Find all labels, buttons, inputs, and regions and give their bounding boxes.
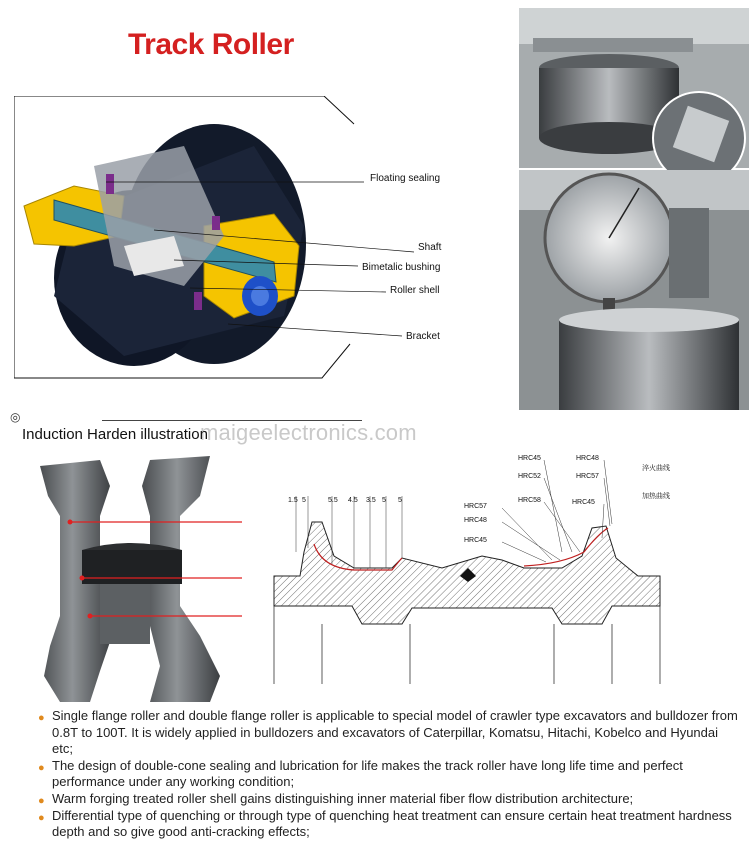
dim-label: 5: [302, 497, 306, 504]
measurement-photos: [519, 8, 749, 410]
dim-label: 3.5: [366, 497, 376, 504]
list-item: ● Warm forging treated roller shell gains distinguishing inner material fiber flow distribution architecture;: [38, 791, 738, 808]
watermark: maigeelectronics.com: [200, 420, 417, 445]
hrc-label: HRC45: [464, 537, 487, 544]
caliper-photo: [519, 8, 749, 184]
induction-harden-cutaway-render: [30, 456, 242, 706]
label-bimetalic-bushing: Bimetalic bushing: [362, 262, 441, 273]
label-bracket: Bracket: [406, 331, 440, 342]
label-shaft: Shaft: [418, 242, 442, 253]
hrc-label: HRC45: [518, 455, 541, 462]
curve-label-heating: 加热曲线: [642, 492, 670, 500]
bullet-icon: ●: [38, 794, 45, 807]
hrc-label: HRC57: [576, 473, 599, 480]
hrc-label: HRC48: [464, 517, 487, 524]
page-title: Track Roller: [128, 28, 294, 61]
dim-label: 5: [382, 497, 386, 504]
bullet-icon: ●: [38, 761, 45, 774]
hrc-label: HRC57: [464, 503, 487, 510]
dim-label: 5: [398, 497, 402, 504]
bullet-icon: ●: [38, 811, 45, 824]
curve-label-quench: 淬火曲线: [642, 464, 670, 472]
hrc-label: HRC58: [518, 497, 541, 504]
hrc-label: HRC48: [576, 455, 599, 462]
feature-list: [38, 708, 738, 841]
dial-gauge-photo: [519, 170, 749, 410]
hardness-profile-drawing: [262, 448, 746, 684]
hrc-label: HRC45: [572, 499, 595, 506]
label-roller-shell: Roller shell: [390, 285, 440, 296]
section-title: Induction Harden illustration: [22, 426, 208, 443]
list-item: ● The design of double-cone sealing and lubrication for life makes the track roller have long life time and perfect performance under any working condition;: [38, 757, 683, 790]
dim-label: 1.5: [288, 497, 298, 504]
track-roller-cutaway-diagram: [14, 96, 514, 382]
list-item: ● Single flange roller and double flange roller is applicable to special model of crawler type excavators and bulldozer from 0.8T to 100T. It is widely applied in bulldozers and excavators of Caterpillar, Komatsu, Hitachi, Kobelco and Hyundai etc;: [38, 708, 738, 757]
hrc-label: HRC52: [518, 473, 541, 480]
label-floating-sealing: Floating sealing: [370, 173, 441, 184]
dim-label: 4.5: [348, 497, 358, 504]
dim-label: 5.5: [328, 497, 338, 504]
roller-illustration: [24, 124, 306, 366]
section-marker-icon: ◎: [10, 410, 21, 424]
list-item: ● Differential type of quenching or through type of quenching heat treatment can ensure certain heat treatment hardness depth and so give good anti-cracking effects;: [38, 807, 732, 840]
bullet-icon: ●: [38, 712, 45, 724]
